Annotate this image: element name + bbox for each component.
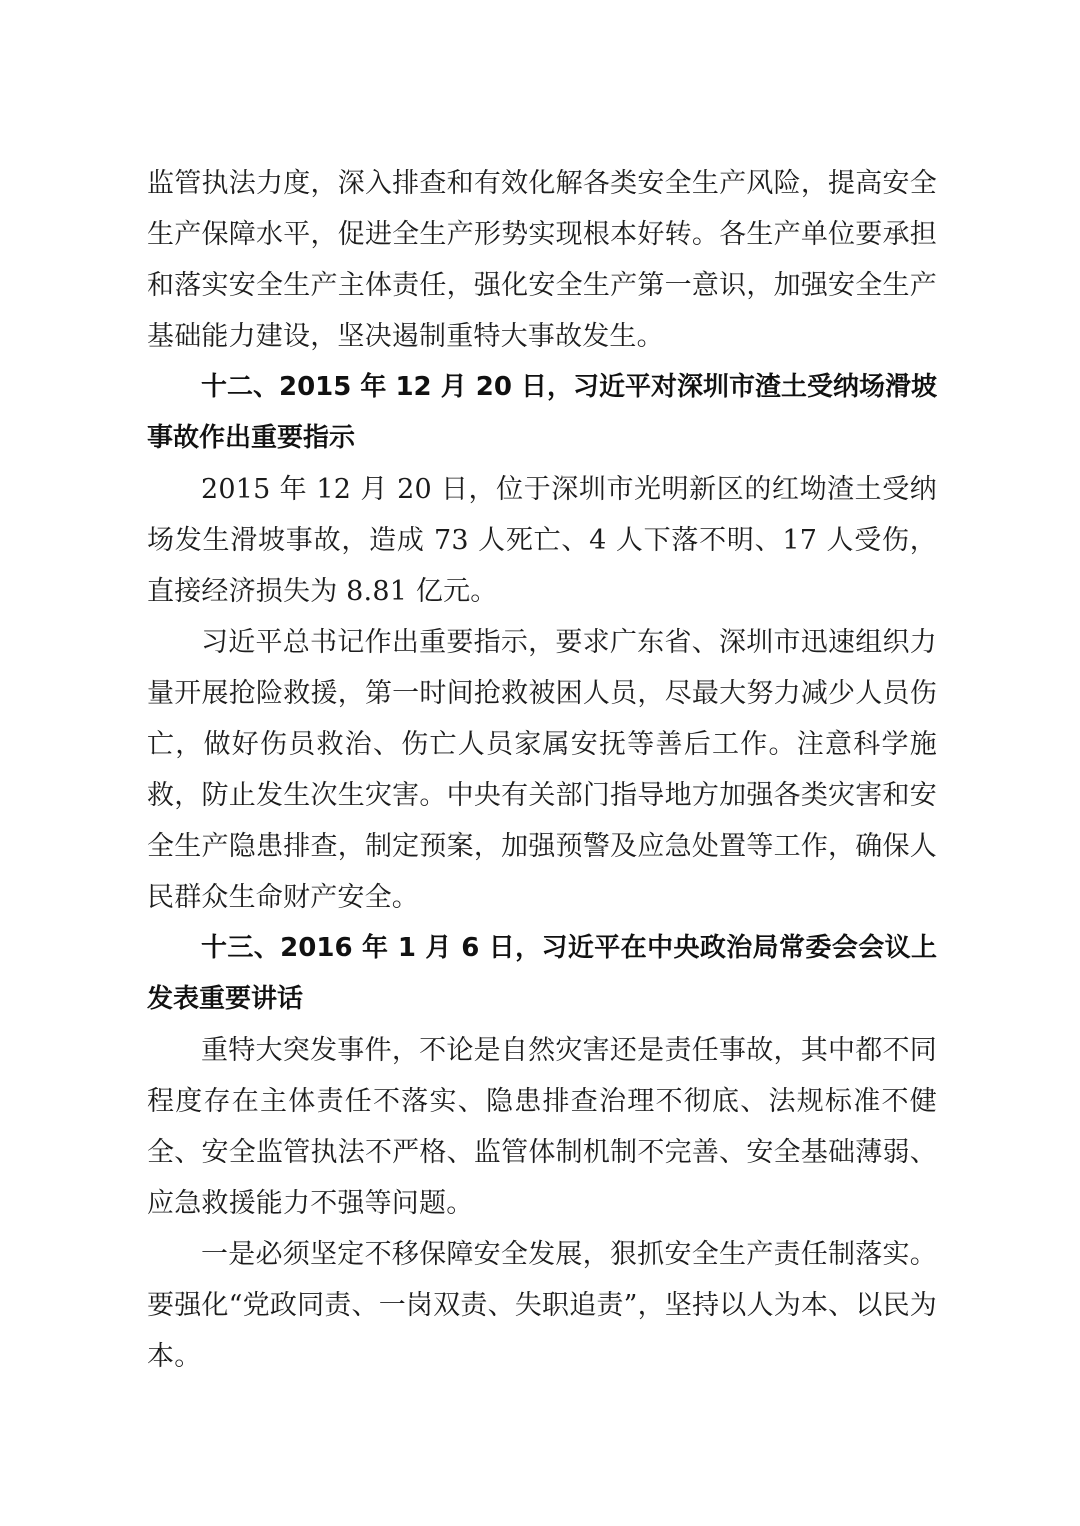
- paragraph-problems: 重特大突发事件，不论是自然灾害还是责任事故，其中都不同程度存在主体责任不落实、隐患排查治理不彻底、法规标准不健全、安全监管执法不严格、监管体制机制不完善、安全基础薄弱、应急救援能力不强等问题。: [147, 1035, 937, 1219]
- paragraph-instruction: 习近平总书记作出重要指示，要求广东省、深圳市迅速组织力量开展抢险救援，第一时间抢救被困人员，尽最大努力减少人员伤亡，做好伤员救治、伤亡人员家属安抚等善后工作。注意科学施救，防止发生次生灾害。中央有关部门指导地方加强各类灾害和安全生产隐患排查，制定预案，加强预警及应急处置等工作，确保人民群众生命财产安全。: [147, 627, 937, 913]
- paragraph-point-one: 一是必须坚定不移保障安全发展，狠抓安全生产责任制落实。要强化“党政同责、一岗双责、失职追责”，坚持以人为本、以民为本。: [147, 1239, 937, 1372]
- paragraph-accident-summary: 2015 年 12 月 20 日，位于深圳市光明新区的红坳渣土受纳场发生滑坡事故，造成 73 人死亡、4 人下落不明、17 人受伤，直接经济损失为 8.81 亿元。: [147, 474, 937, 607]
- section-heading-13: 十三、2016 年 1 月 6 日，习近平在中央政治局常委会会议上发表重要讲话: [147, 933, 937, 1014]
- document-body: [147, 158, 937, 1382]
- section-heading-12: 十二、2015 年 12 月 20 日，习近平对深圳市渣土受纳场滑坡事故作出重要指示: [147, 372, 937, 453]
- paragraph-continuation: 监管执法力度，深入排查和有效化解各类安全生产风险，提高安全生产保障水平，促进全生产形势实现根本好转。各生产单位要承担和落实安全生产主体责任，强化安全生产第一意识，加强安全生产基础能力建设，坚决遏制重特大事故发生。: [147, 168, 937, 352]
